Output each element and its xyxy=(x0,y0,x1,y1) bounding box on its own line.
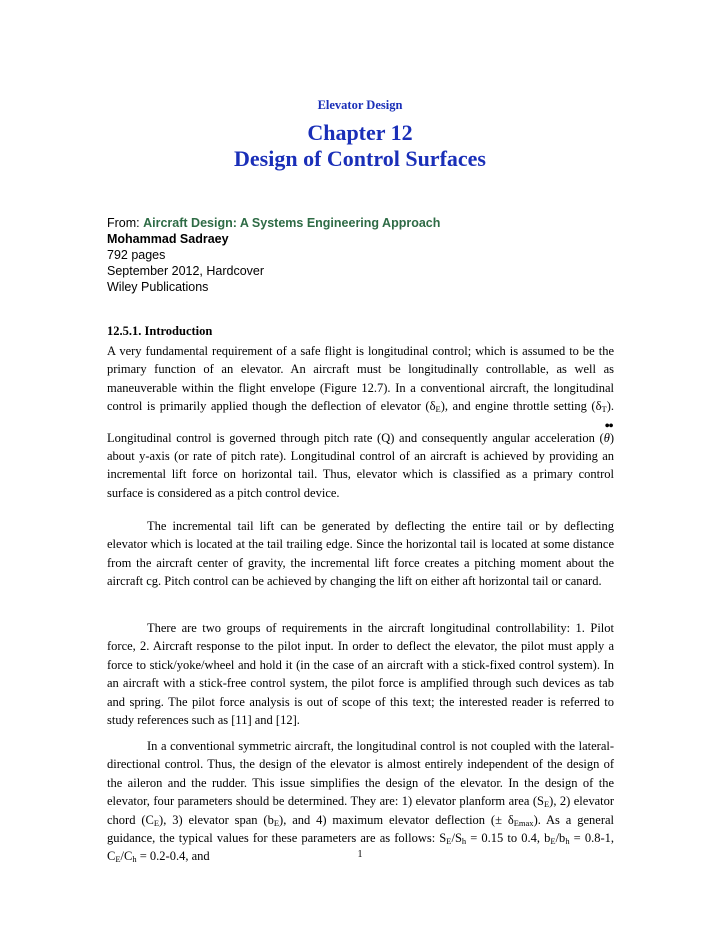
from-label: From: xyxy=(107,216,144,230)
subscript: E xyxy=(446,836,452,847)
subscript: E xyxy=(550,836,556,847)
subscript: E xyxy=(153,817,160,828)
theta-glyph: θ xyxy=(603,430,610,445)
subscript: h xyxy=(565,836,570,847)
paragraph-tail-lift: The incremental tail lift can be generated by deflecting the entire tail or by deflecting elevator which is located at the tail trailing edge. Since the horizontal tail is located at some distance from the aircraft center of gravity, the incremental lift force creates a pitching moment about the aircraft cg. Pitch control can be achieved by changing the lift on either aft horizontal tail or canard. xyxy=(107,519,614,589)
text-run: ). As a general guidance, the typical values for these parameters are as follows: S xyxy=(107,812,614,846)
text-run: /S xyxy=(451,831,462,846)
text-run: ), and 4) maximum elevator deflection (± δ xyxy=(279,812,514,827)
text-run: = 0.15 to 0.4, b xyxy=(466,831,551,846)
text-run: /C xyxy=(120,849,133,864)
document-label: Elevator Design xyxy=(317,98,403,112)
text-run: (Q) and consequently angular acceleration ( xyxy=(377,430,604,445)
text-run: = 0.2-0.4, and xyxy=(136,849,210,864)
publication-date: September 2012, Hardcover xyxy=(107,264,265,278)
text-run: ), 3) elevator span (b xyxy=(159,812,274,827)
publisher: Wiley Publications xyxy=(107,280,209,294)
paragraph-introduction xyxy=(107,342,614,502)
page-number: 1 xyxy=(357,849,363,860)
text-run: In a conventional symmetric aircraft, the longitudinal control is not coupled with the lateral-directional control. Thus, the design of the elevator is almost entirely independent of the design of the aileron and the rudder. This issue simplifies the design of the elevator. In the design of the elevator, four parameters should be determined. They are: 1) elevator planform area (S xyxy=(107,739,614,809)
theta-double-dot-symbol: •• θ xyxy=(603,418,613,445)
chapter-number: Chapter 12 xyxy=(307,120,413,145)
text-run: ) about y-axis (or rate of pitch rate). Longitudinal control of an aircraft is achieved by providing an incremental lift force on horizontal tail. Thus, elevator which is classified as a primary control surface is considered as a pitch control device. xyxy=(107,430,614,500)
paragraph-design-parameters xyxy=(107,737,614,866)
text-run: /b xyxy=(555,831,566,846)
subscript: h xyxy=(461,836,467,847)
subscript: E xyxy=(115,854,121,865)
subscript: Emax xyxy=(513,817,534,828)
subscript: T xyxy=(601,404,607,415)
chapter-title: Design of Control Surfaces xyxy=(234,146,486,171)
subscript: E xyxy=(273,817,280,828)
author: Mohammad Sadraey xyxy=(107,232,229,246)
paragraph-requirements: There are two groups of requirements in the aircraft longitudinal controllability: 1. Pilot force, 2. Aircraft response to the pilot input. In order to deflect the elevator, the pilot must apply a force to stick/yoke/wheel and hold it (in the case of an aircraft with a stick-fixed control system). In an aircraft with a stick-free control system, the pilot force is amplified through such devices as tab and spring. The pilot force analysis is out of scope of this text; the interested reader is referred to study references such as [11] and [12]. xyxy=(107,621,614,728)
text-run: ). Longitudinal control is governed through pitch rate xyxy=(107,399,614,445)
text-run: A very fundamental requirement of a safe flight is longitudinal control; which is assumed to be the primary function of an elevator. An aircraft must be longitudinally controllable, as well as maneuverable within the flight envelope (Figure 12.7). In a conventional aircraft, the longitudinal control is primarily applied though the deflection of elevator (δ xyxy=(107,344,614,414)
text-run: ), and engine throttle setting (δ xyxy=(440,399,602,414)
subscript: E xyxy=(435,404,441,415)
text-run: ), 2) elevator chord (C xyxy=(107,794,614,827)
section-heading: 12.5.1. Introduction xyxy=(107,324,213,338)
text-run: = 0.8-1, C xyxy=(107,831,614,864)
source-line xyxy=(107,215,440,231)
subscript: E xyxy=(543,799,550,810)
subscript: h xyxy=(132,854,137,865)
book-title: Aircraft Design: A Systems Engineering Approach xyxy=(143,216,441,230)
page-count: 792 pages xyxy=(107,248,166,262)
